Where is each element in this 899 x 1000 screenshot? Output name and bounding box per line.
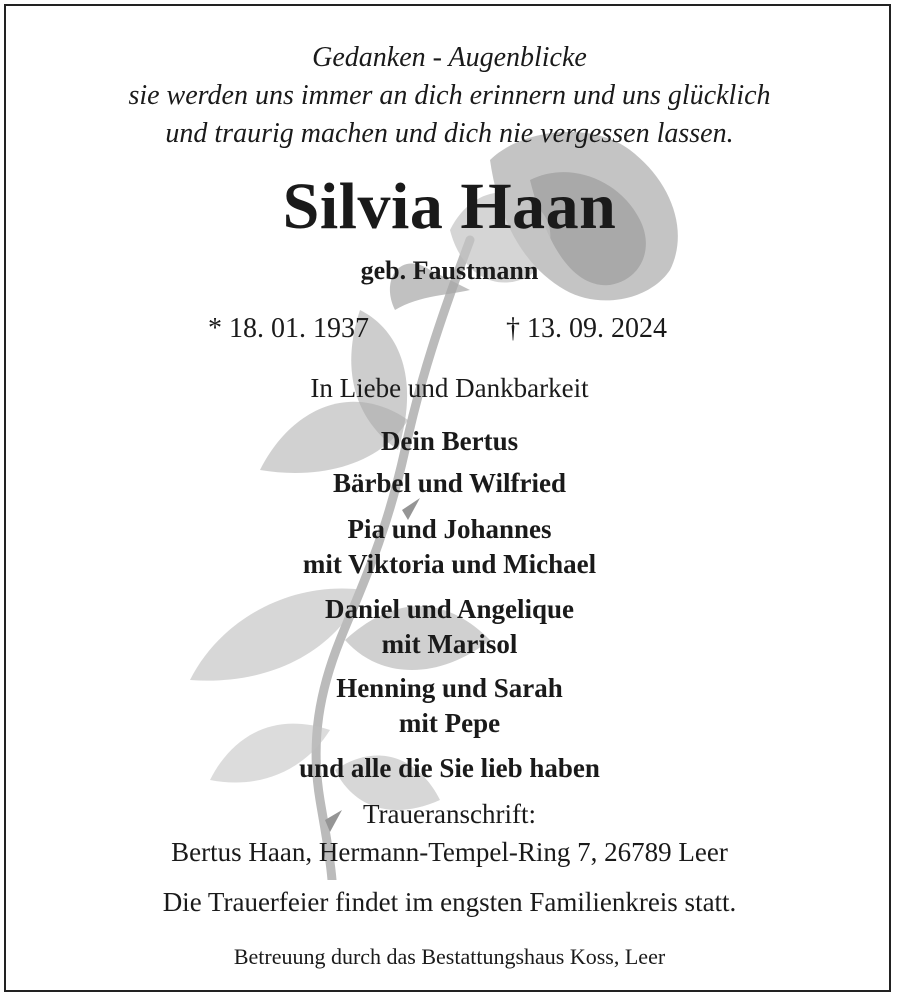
birth-name: geb. Faustmann	[360, 256, 539, 285]
intro-text: In Liebe und Dankbarkeit	[310, 373, 589, 403]
death-date: † 13. 09. 2024	[506, 313, 667, 344]
quote-line-2: sie werden uns immer an dich erinnern und uns glücklich	[128, 80, 771, 111]
deceased-name: Silvia Haan	[282, 170, 617, 243]
ceremony-note: Die Trauerfeier findet im engsten Familienkreis statt.	[162, 887, 737, 917]
address-label: Traueranschrift:	[363, 799, 536, 829]
birth-date: * 18. 01. 1937	[208, 313, 369, 344]
mourner-line: Pia und Johannes	[347, 514, 552, 544]
mourner-line: Daniel und Angelique	[324, 594, 575, 624]
funeral-home: Betreuung durch das Bestattungshaus Koss, Leer	[233, 944, 666, 969]
address-value: Bertus Haan, Hermann-Tempel-Ring 7, 26789 Leer	[171, 837, 728, 867]
mourner-line: mit Marisol	[381, 629, 518, 659]
mourner-line: mit Pepe	[398, 708, 501, 738]
mourner-line: Bärbel und Wilfried	[332, 468, 567, 498]
quote-line-3: und traurig machen und dich nie vergessen lassen.	[165, 118, 734, 149]
mourner-line: mit Viktoria und Michael	[302, 549, 597, 579]
mourner-line: und alle die Sie lieb haben	[299, 753, 600, 783]
quote-line-1: Gedanken - Augenblicke	[312, 42, 587, 73]
mourner-line: Dein Bertus	[380, 426, 519, 456]
mourner-line: Henning und Sarah	[336, 673, 563, 703]
